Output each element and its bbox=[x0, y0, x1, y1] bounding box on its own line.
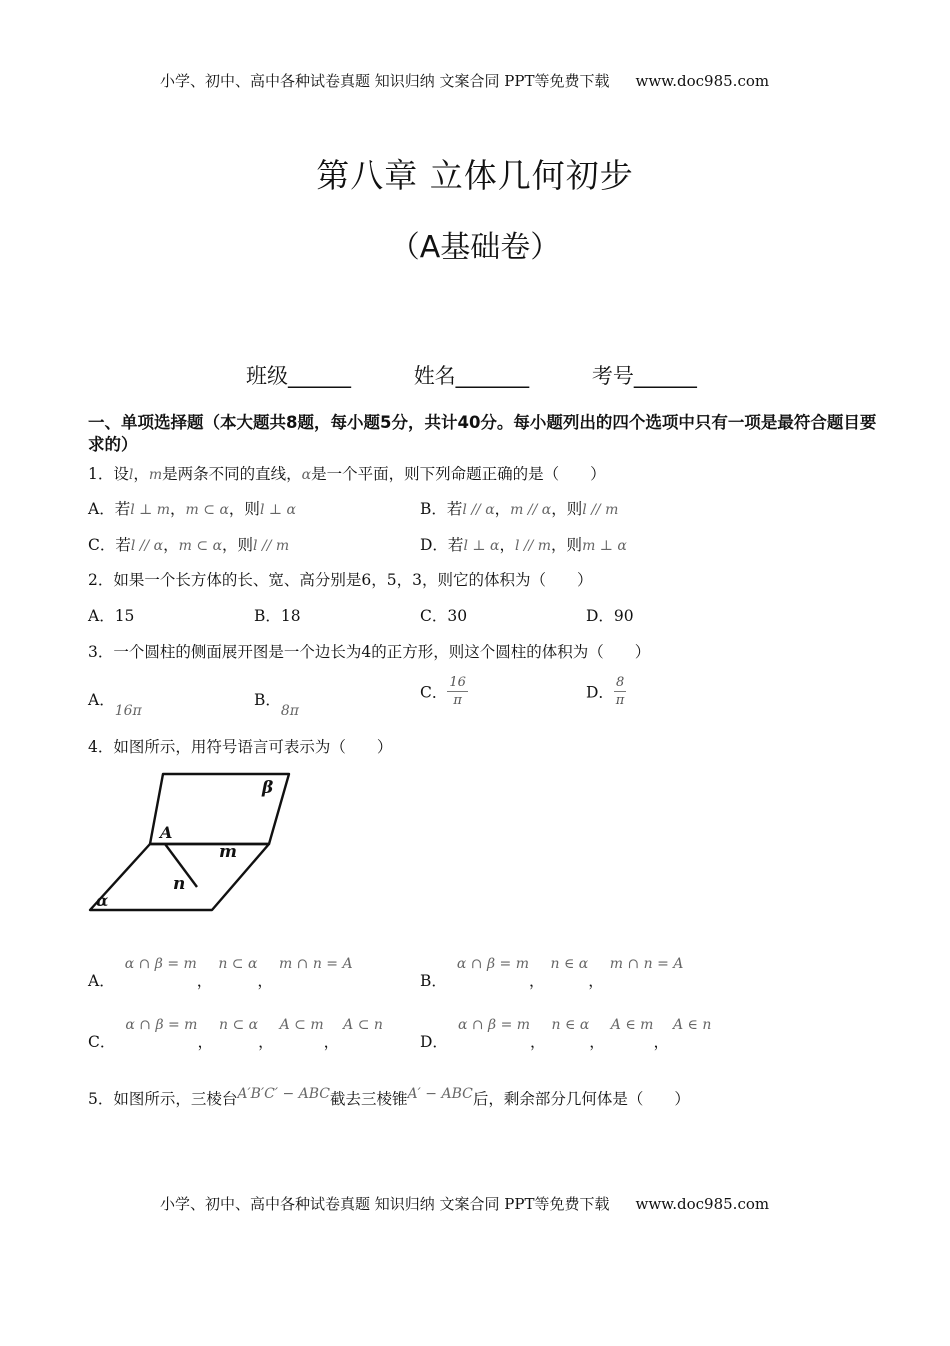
formula: l // m bbox=[253, 538, 290, 554]
option-label: B． bbox=[254, 691, 281, 709]
page-title: 第八章 立体几何初步 bbox=[316, 156, 634, 195]
formula: A′B′C′ − ABC bbox=[237, 1086, 331, 1102]
option-label: A． bbox=[88, 972, 115, 990]
formula: A ⊂ m bbox=[279, 1017, 324, 1033]
denominator: π bbox=[615, 693, 625, 708]
separator: ， bbox=[258, 1033, 274, 1051]
formula: 16π bbox=[114, 703, 142, 719]
footer-site-link[interactable]: www.doc985.com bbox=[635, 1195, 770, 1213]
question-5 bbox=[88, 1081, 690, 1108]
header-text: 小学、初中、高中各种试卷真题 知识归纳 文案合同 PPT等免费下载 bbox=[160, 72, 610, 90]
label-A: A bbox=[160, 823, 173, 842]
q1-option-d[interactable] bbox=[420, 533, 627, 555]
formula: n ∈ α bbox=[551, 1017, 590, 1033]
q2-option-b[interactable]: B．18 bbox=[254, 607, 301, 625]
label-n: n bbox=[173, 874, 186, 894]
footer-text: 小学、初中、高中各种试卷真题 知识归纳 文案合同 PPT等免费下载 bbox=[160, 1195, 610, 1213]
question-4: 4．如图所示，用符号语言可表示为（ ） bbox=[88, 738, 393, 756]
formula: l // α bbox=[130, 538, 164, 554]
q4-option-b[interactable] bbox=[420, 951, 684, 990]
q4-option-a[interactable] bbox=[88, 951, 353, 990]
fraction bbox=[614, 675, 626, 708]
name-field: 姓名_______ bbox=[413, 364, 530, 388]
q3-option-c[interactable] bbox=[420, 675, 468, 708]
separator: ， bbox=[196, 972, 213, 990]
question-3: 3．一个圆柱的侧面展开图是一个边长为4的正方形，则这个圆柱的体积为（ ） bbox=[88, 643, 651, 661]
formula: α ∩ β = m bbox=[457, 1017, 531, 1033]
formula: n ∈ α bbox=[550, 956, 589, 972]
q1-var-alpha: α bbox=[301, 467, 312, 483]
separator: ， bbox=[170, 500, 186, 518]
q1-option-c[interactable] bbox=[88, 533, 289, 555]
header-site-link[interactable]: www.doc985.com bbox=[635, 72, 770, 90]
q3-option-a[interactable] bbox=[88, 688, 142, 719]
q5-mid: 截去三棱锥 bbox=[330, 1090, 408, 1108]
formula: l ⊥ m bbox=[130, 502, 171, 518]
q1-mid: 是两条不同的直线， bbox=[162, 465, 302, 483]
formula: A ∈ n bbox=[672, 1017, 712, 1033]
formula: m // α bbox=[510, 502, 552, 518]
formula: α ∩ β = m bbox=[124, 956, 197, 972]
formula: α ∩ β = m bbox=[125, 1017, 198, 1033]
question-1 bbox=[88, 462, 606, 484]
q5-suffix: 后，剩余部分几何体是（ ） bbox=[472, 1090, 690, 1108]
option-label: C． bbox=[88, 1033, 116, 1051]
option-label: B． bbox=[420, 972, 447, 990]
separator: ， bbox=[589, 1033, 605, 1051]
id-field: 考号______ bbox=[591, 364, 697, 388]
separator: ，则 bbox=[222, 536, 254, 554]
option-label: A．若 bbox=[88, 500, 131, 518]
label-m: m bbox=[219, 842, 237, 862]
q4-planes-figure bbox=[86, 768, 296, 918]
formula: m ⊥ α bbox=[582, 538, 627, 554]
formula: A ⊂ n bbox=[343, 1017, 383, 1033]
separator: ， bbox=[530, 1033, 546, 1051]
q1-var-l: l bbox=[128, 467, 134, 483]
formula: n ⊂ α bbox=[218, 956, 258, 972]
separator: ，则 bbox=[228, 500, 260, 518]
formula: l ⊥ α bbox=[463, 538, 500, 554]
formula: A ∈ m bbox=[610, 1017, 654, 1033]
separator: ， bbox=[257, 972, 273, 990]
label-alpha: α bbox=[96, 891, 109, 910]
formula: l // m bbox=[514, 538, 552, 554]
q1-prefix: 1．设 bbox=[88, 465, 129, 483]
formula: m ∩ n = A bbox=[278, 956, 353, 972]
formula: m ∩ n = A bbox=[609, 956, 684, 972]
denominator: π bbox=[453, 693, 462, 708]
separator: ， bbox=[323, 1033, 340, 1051]
question-2: 2．如果一个长方体的长、宽、高分别是6，5，3，则它的体积为（ ） bbox=[88, 571, 593, 589]
q5-prefix: 5．如图所示，三棱台 bbox=[88, 1090, 238, 1108]
separator: ， bbox=[163, 536, 179, 554]
page-header bbox=[160, 70, 769, 91]
numerator: 16 bbox=[449, 675, 466, 690]
formula: n ⊂ α bbox=[218, 1017, 259, 1033]
option-label: D．若 bbox=[420, 536, 464, 554]
separator: ， bbox=[588, 972, 604, 990]
label-beta: β bbox=[262, 778, 274, 798]
separator: ，则 bbox=[551, 500, 583, 518]
q1-option-b[interactable] bbox=[420, 497, 618, 519]
formula: l // m bbox=[582, 502, 619, 518]
q1-option-a[interactable] bbox=[88, 497, 296, 519]
section-heading: 一、单项选择题（本大题共8题，每小题5分，共计40分。每小题列出的四个选项中只有一项是最符合题目要求的） bbox=[88, 413, 877, 454]
page-subtitle: （A基础卷） bbox=[389, 230, 561, 265]
q2-option-d[interactable]: D．90 bbox=[586, 607, 634, 625]
student-info bbox=[246, 360, 697, 390]
q4-option-c[interactable] bbox=[88, 1012, 383, 1051]
class-field: 班级______ bbox=[246, 364, 351, 388]
formula: l // α bbox=[462, 502, 495, 518]
formula: l ⊥ α bbox=[259, 502, 296, 518]
option-label: A． bbox=[88, 691, 115, 709]
q4-option-d[interactable] bbox=[420, 1012, 712, 1051]
separator: ， bbox=[197, 1033, 213, 1051]
option-label: C．若 bbox=[88, 536, 131, 554]
separator: ， bbox=[653, 1033, 669, 1051]
formula: A′ − ABC bbox=[407, 1086, 473, 1102]
q1-var-m: m bbox=[148, 467, 163, 483]
separator: ，则 bbox=[551, 536, 583, 554]
q3-option-d[interactable] bbox=[586, 675, 626, 708]
option-label: C． bbox=[420, 683, 448, 702]
formula: 8π bbox=[280, 703, 299, 719]
q3-option-b[interactable] bbox=[254, 688, 299, 719]
formula: m ⊂ α bbox=[178, 538, 223, 554]
q1-sep: ， bbox=[133, 465, 149, 483]
q2-option-a[interactable]: A．15 bbox=[88, 607, 135, 625]
q1-suffix: 是一个平面，则下列命题正确的是（ ） bbox=[311, 465, 606, 483]
formula: α ∩ β = m bbox=[456, 956, 529, 972]
option-label: D． bbox=[586, 683, 614, 702]
q2-option-c[interactable]: C．30 bbox=[420, 607, 468, 625]
separator: ， bbox=[499, 536, 515, 554]
fraction bbox=[447, 675, 468, 708]
separator: ， bbox=[494, 500, 511, 518]
numerator: 8 bbox=[615, 675, 625, 690]
separator: ， bbox=[528, 972, 545, 990]
option-label: D． bbox=[420, 1033, 448, 1051]
formula: m ⊂ α bbox=[185, 502, 229, 518]
option-label: B．若 bbox=[420, 500, 463, 518]
page-footer bbox=[160, 1193, 769, 1214]
